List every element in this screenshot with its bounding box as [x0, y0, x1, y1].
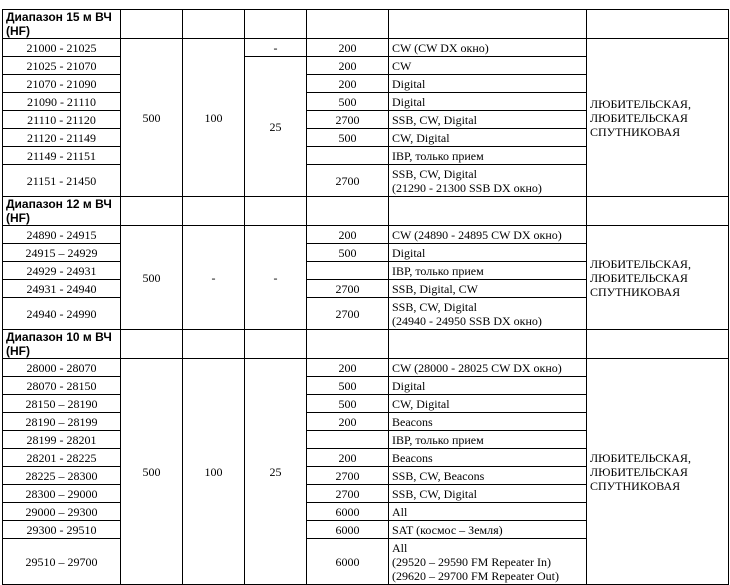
power-col-c-cell: 25 [245, 57, 307, 197]
mode-cell [389, 39, 587, 57]
mode-line: Digital [392, 378, 426, 393]
mode-line: (29620 – 29700 FM Repeater Out) [392, 568, 559, 583]
mode-cell [389, 226, 587, 244]
mode-cell [389, 539, 587, 585]
mode-cell [389, 449, 587, 467]
mode-line: CW, Digital [392, 396, 450, 411]
service-line: ЛЮБИТЕЛЬСКАЯ [590, 270, 688, 285]
bandwidth-cell: 200 [307, 226, 389, 244]
mode-cell [389, 467, 587, 485]
band-header-empty-cell [121, 10, 183, 39]
band-header-empty-cell [121, 330, 183, 359]
mode-line: CW [392, 58, 412, 73]
bandwidth-cell: 2700 [307, 485, 389, 503]
mode-cell [389, 75, 587, 93]
frequency-range-cell: 24890 - 24915 [3, 226, 121, 244]
band-header-empty-cell [587, 330, 729, 359]
mode-line: Digital [392, 76, 426, 91]
frequency-range-cell: 21000 - 21025 [3, 39, 121, 57]
mode-cell [389, 57, 587, 75]
table-row [3, 226, 729, 244]
service-line: ЛЮБИТЕЛЬСКАЯ, [590, 450, 691, 465]
frequency-range-cell: 29000 – 29300 [3, 503, 121, 521]
frequency-range-cell: 21090 - 21110 [3, 93, 121, 111]
mode-cell [389, 298, 587, 330]
service-line: ЛЮБИТЕЛЬСКАЯ [590, 110, 688, 125]
frequency-range-cell: 21025 - 21070 [3, 57, 121, 75]
power-col-b-cell: - [183, 226, 245, 330]
mode-cell [389, 485, 587, 503]
frequency-range-cell: 21120 - 21149 [3, 129, 121, 147]
frequency-range-cell: 28201 - 28225 [3, 449, 121, 467]
band-header-empty-cell [389, 197, 587, 226]
band-header-empty-cell [389, 10, 587, 39]
frequency-range-cell: 28225 – 28300 [3, 467, 121, 485]
mode-line: All [392, 540, 408, 555]
mode-line: SSB, CW, Digital [392, 166, 477, 181]
service-line: ЛЮБИТЕЛЬСКАЯ, [590, 96, 691, 111]
service-line: ЛЮБИТЕЛЬСКАЯ [590, 464, 688, 479]
mode-line: Digital [392, 245, 426, 260]
mode-line: Digital [392, 94, 426, 109]
bandwidth-cell: 500 [307, 377, 389, 395]
mode-cell [389, 280, 587, 298]
power-col-a-cell: 500 [121, 39, 183, 197]
band-header-empty-cell [307, 330, 389, 359]
band-header-empty-cell [389, 330, 587, 359]
frequency-range-cell: 24940 - 24990 [3, 298, 121, 330]
mode-line: SSB, Digital, CW [392, 281, 479, 296]
bandwidth-cell [307, 431, 389, 449]
mode-line: (29520 – 29590 FM Repeater In) [392, 554, 551, 569]
band-header-empty-cell [307, 197, 389, 226]
bandwidth-cell: 200 [307, 57, 389, 75]
band-header-empty-cell [587, 10, 729, 39]
band-header-empty-cell [121, 197, 183, 226]
mode-cell [389, 377, 587, 395]
bandwidth-cell: 500 [307, 395, 389, 413]
frequency-range-cell: 28300 – 29000 [3, 485, 121, 503]
service-line: СПУТНИКОВАЯ [590, 478, 681, 493]
mode-line: Beacons [392, 450, 433, 465]
band-title: Диапазон 12 м ВЧ (HF) [3, 197, 121, 226]
frequency-range-cell: 21149 - 21151 [3, 147, 121, 165]
mode-line: (24940 - 24950 SSB DX окно) [392, 313, 542, 328]
bandwidth-cell: 500 [307, 129, 389, 147]
power-col-b-cell: 100 [183, 39, 245, 197]
mode-line: CW (24890 - 24895 CW DX окно) [392, 227, 562, 242]
mode-line: IBP, только прием [392, 148, 484, 163]
mode-line: CW, Digital [392, 130, 450, 145]
frequency-range-cell: 29510 – 29700 [3, 539, 121, 585]
power-col-a-cell: 500 [121, 359, 183, 585]
table-row [3, 39, 729, 57]
bandwidth-cell: 500 [307, 93, 389, 111]
mode-cell [389, 395, 587, 413]
bandwidth-cell: 200 [307, 75, 389, 93]
bandwidth-cell: 2700 [307, 467, 389, 485]
band-header-empty-cell [307, 10, 389, 39]
frequency-range-cell: 28199 - 28201 [3, 431, 121, 449]
service-line: ЛЮБИТЕЛЬСКАЯ, [590, 256, 691, 271]
service-cell [587, 39, 729, 197]
mode-cell [389, 413, 587, 431]
bandwidth-cell: 200 [307, 359, 389, 377]
frequency-range-cell: 24929 - 24931 [3, 262, 121, 280]
bandwidth-cell: 2700 [307, 280, 389, 298]
service-line: СПУТНИКОВАЯ [590, 124, 681, 139]
band-header-empty-cell [183, 10, 245, 39]
service-line: СПУТНИКОВАЯ [590, 284, 681, 299]
band-header-empty-cell [245, 330, 307, 359]
mode-line: IBP, только прием [392, 432, 484, 447]
power-col-c-cell: - [245, 39, 307, 57]
frequency-range-cell: 28190 – 28199 [3, 413, 121, 431]
mode-cell [389, 147, 587, 165]
frequency-range-cell: 21110 - 21120 [3, 111, 121, 129]
bandwidth-cell [307, 147, 389, 165]
mode-line: (21290 - 21300 SSB DX окно) [392, 180, 542, 195]
frequency-range-cell: 21070 - 21090 [3, 75, 121, 93]
band-header-empty-cell [245, 197, 307, 226]
power-col-a-cell: 500 [121, 226, 183, 330]
service-cell [587, 226, 729, 330]
band-header-row [3, 330, 729, 359]
mode-cell [389, 165, 587, 197]
mode-line: CW (28000 - 28025 CW DX окно) [392, 360, 562, 375]
frequency-range-cell: 28150 – 28190 [3, 395, 121, 413]
bandwidth-cell: 2700 [307, 111, 389, 129]
service-cell [587, 359, 729, 585]
band-plan-body [3, 10, 729, 585]
frequency-range-cell: 29300 - 29510 [3, 521, 121, 539]
mode-line: SSB, CW, Beacons [392, 468, 485, 483]
bandwidth-cell: 200 [307, 39, 389, 57]
power-col-c-cell: - [245, 226, 307, 330]
mode-line: SSB, CW, Digital [392, 299, 477, 314]
bandwidth-cell: 6000 [307, 503, 389, 521]
mode-cell [389, 129, 587, 147]
band-header-row [3, 10, 729, 39]
frequency-range-cell: 28070 - 28150 [3, 377, 121, 395]
mode-line: Beacons [392, 414, 433, 429]
power-col-c-cell: 25 [245, 359, 307, 585]
mode-cell [389, 503, 587, 521]
mode-cell [389, 431, 587, 449]
bandwidth-cell [307, 262, 389, 280]
bandwidth-cell: 6000 [307, 539, 389, 585]
bandwidth-cell: 6000 [307, 521, 389, 539]
mode-cell [389, 111, 587, 129]
power-col-b-cell: 100 [183, 359, 245, 585]
table-row [3, 359, 729, 377]
frequency-range-cell: 24915 – 24929 [3, 244, 121, 262]
band-plan-table [2, 9, 729, 585]
band-header-empty-cell [183, 330, 245, 359]
mode-line: SSB, CW, Digital [392, 486, 477, 501]
bandwidth-cell: 200 [307, 449, 389, 467]
mode-line: IBP, только прием [392, 263, 484, 278]
frequency-range-cell: 28000 - 28070 [3, 359, 121, 377]
mode-line: CW (CW DX окно) [392, 40, 489, 55]
band-header-row [3, 197, 729, 226]
bandwidth-cell: 2700 [307, 165, 389, 197]
mode-cell [389, 262, 587, 280]
mode-line: SSB, CW, Digital [392, 112, 477, 127]
band-header-empty-cell [587, 197, 729, 226]
bandwidth-cell: 500 [307, 244, 389, 262]
mode-line: SAT (космос – Земля) [392, 522, 503, 537]
band-header-empty-cell [183, 197, 245, 226]
bandwidth-cell: 200 [307, 413, 389, 431]
mode-cell [389, 244, 587, 262]
mode-line: All [392, 504, 408, 519]
mode-cell [389, 359, 587, 377]
band-title: Диапазон 15 м ВЧ (HF) [3, 10, 121, 39]
band-header-empty-cell [245, 10, 307, 39]
mode-cell [389, 93, 587, 111]
frequency-range-cell: 21151 - 21450 [3, 165, 121, 197]
frequency-range-cell: 24931 - 24940 [3, 280, 121, 298]
mode-cell [389, 521, 587, 539]
bandwidth-cell: 2700 [307, 298, 389, 330]
band-title: Диапазон 10 м ВЧ (HF) [3, 330, 121, 359]
